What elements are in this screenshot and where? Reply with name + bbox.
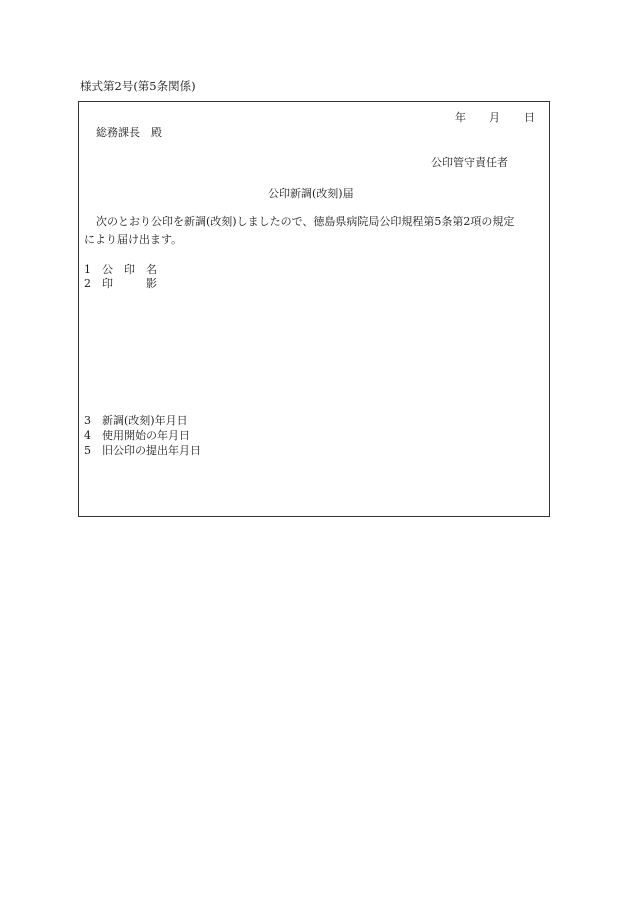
date-year-label: 年 (455, 111, 466, 124)
item-number: 5 (84, 444, 91, 457)
body-text-line-1: 次のとおり公印を新調(改刻)しましたので、徳島県病院局公印規程第5条第2項の規定 (96, 215, 515, 228)
date-month-label: 月 (489, 111, 500, 124)
item-number: 4 (84, 429, 91, 442)
item-label: 印 影 (102, 277, 157, 290)
item-number: 2 (84, 277, 91, 290)
date-day-label: 日 (524, 111, 535, 124)
form-number-label: 様式第2号(第5条関係) (80, 79, 196, 93)
item-number: 3 (84, 414, 91, 427)
sender-title: 公印管守責任者 (431, 156, 508, 169)
body-text-line-2: により届け出ます。 (84, 233, 183, 246)
item-label: 旧公印の提出年月日 (102, 444, 201, 457)
item-number: 1 (84, 263, 91, 276)
addressee: 総務課長 殿 (96, 126, 162, 139)
item-label: 公 印 名 (102, 263, 157, 276)
document-title: 公印新調(改刻)届 (268, 187, 354, 200)
item-label: 新調(改刻)年月日 (102, 414, 188, 427)
item-label: 使用開始の年月日 (102, 429, 190, 442)
